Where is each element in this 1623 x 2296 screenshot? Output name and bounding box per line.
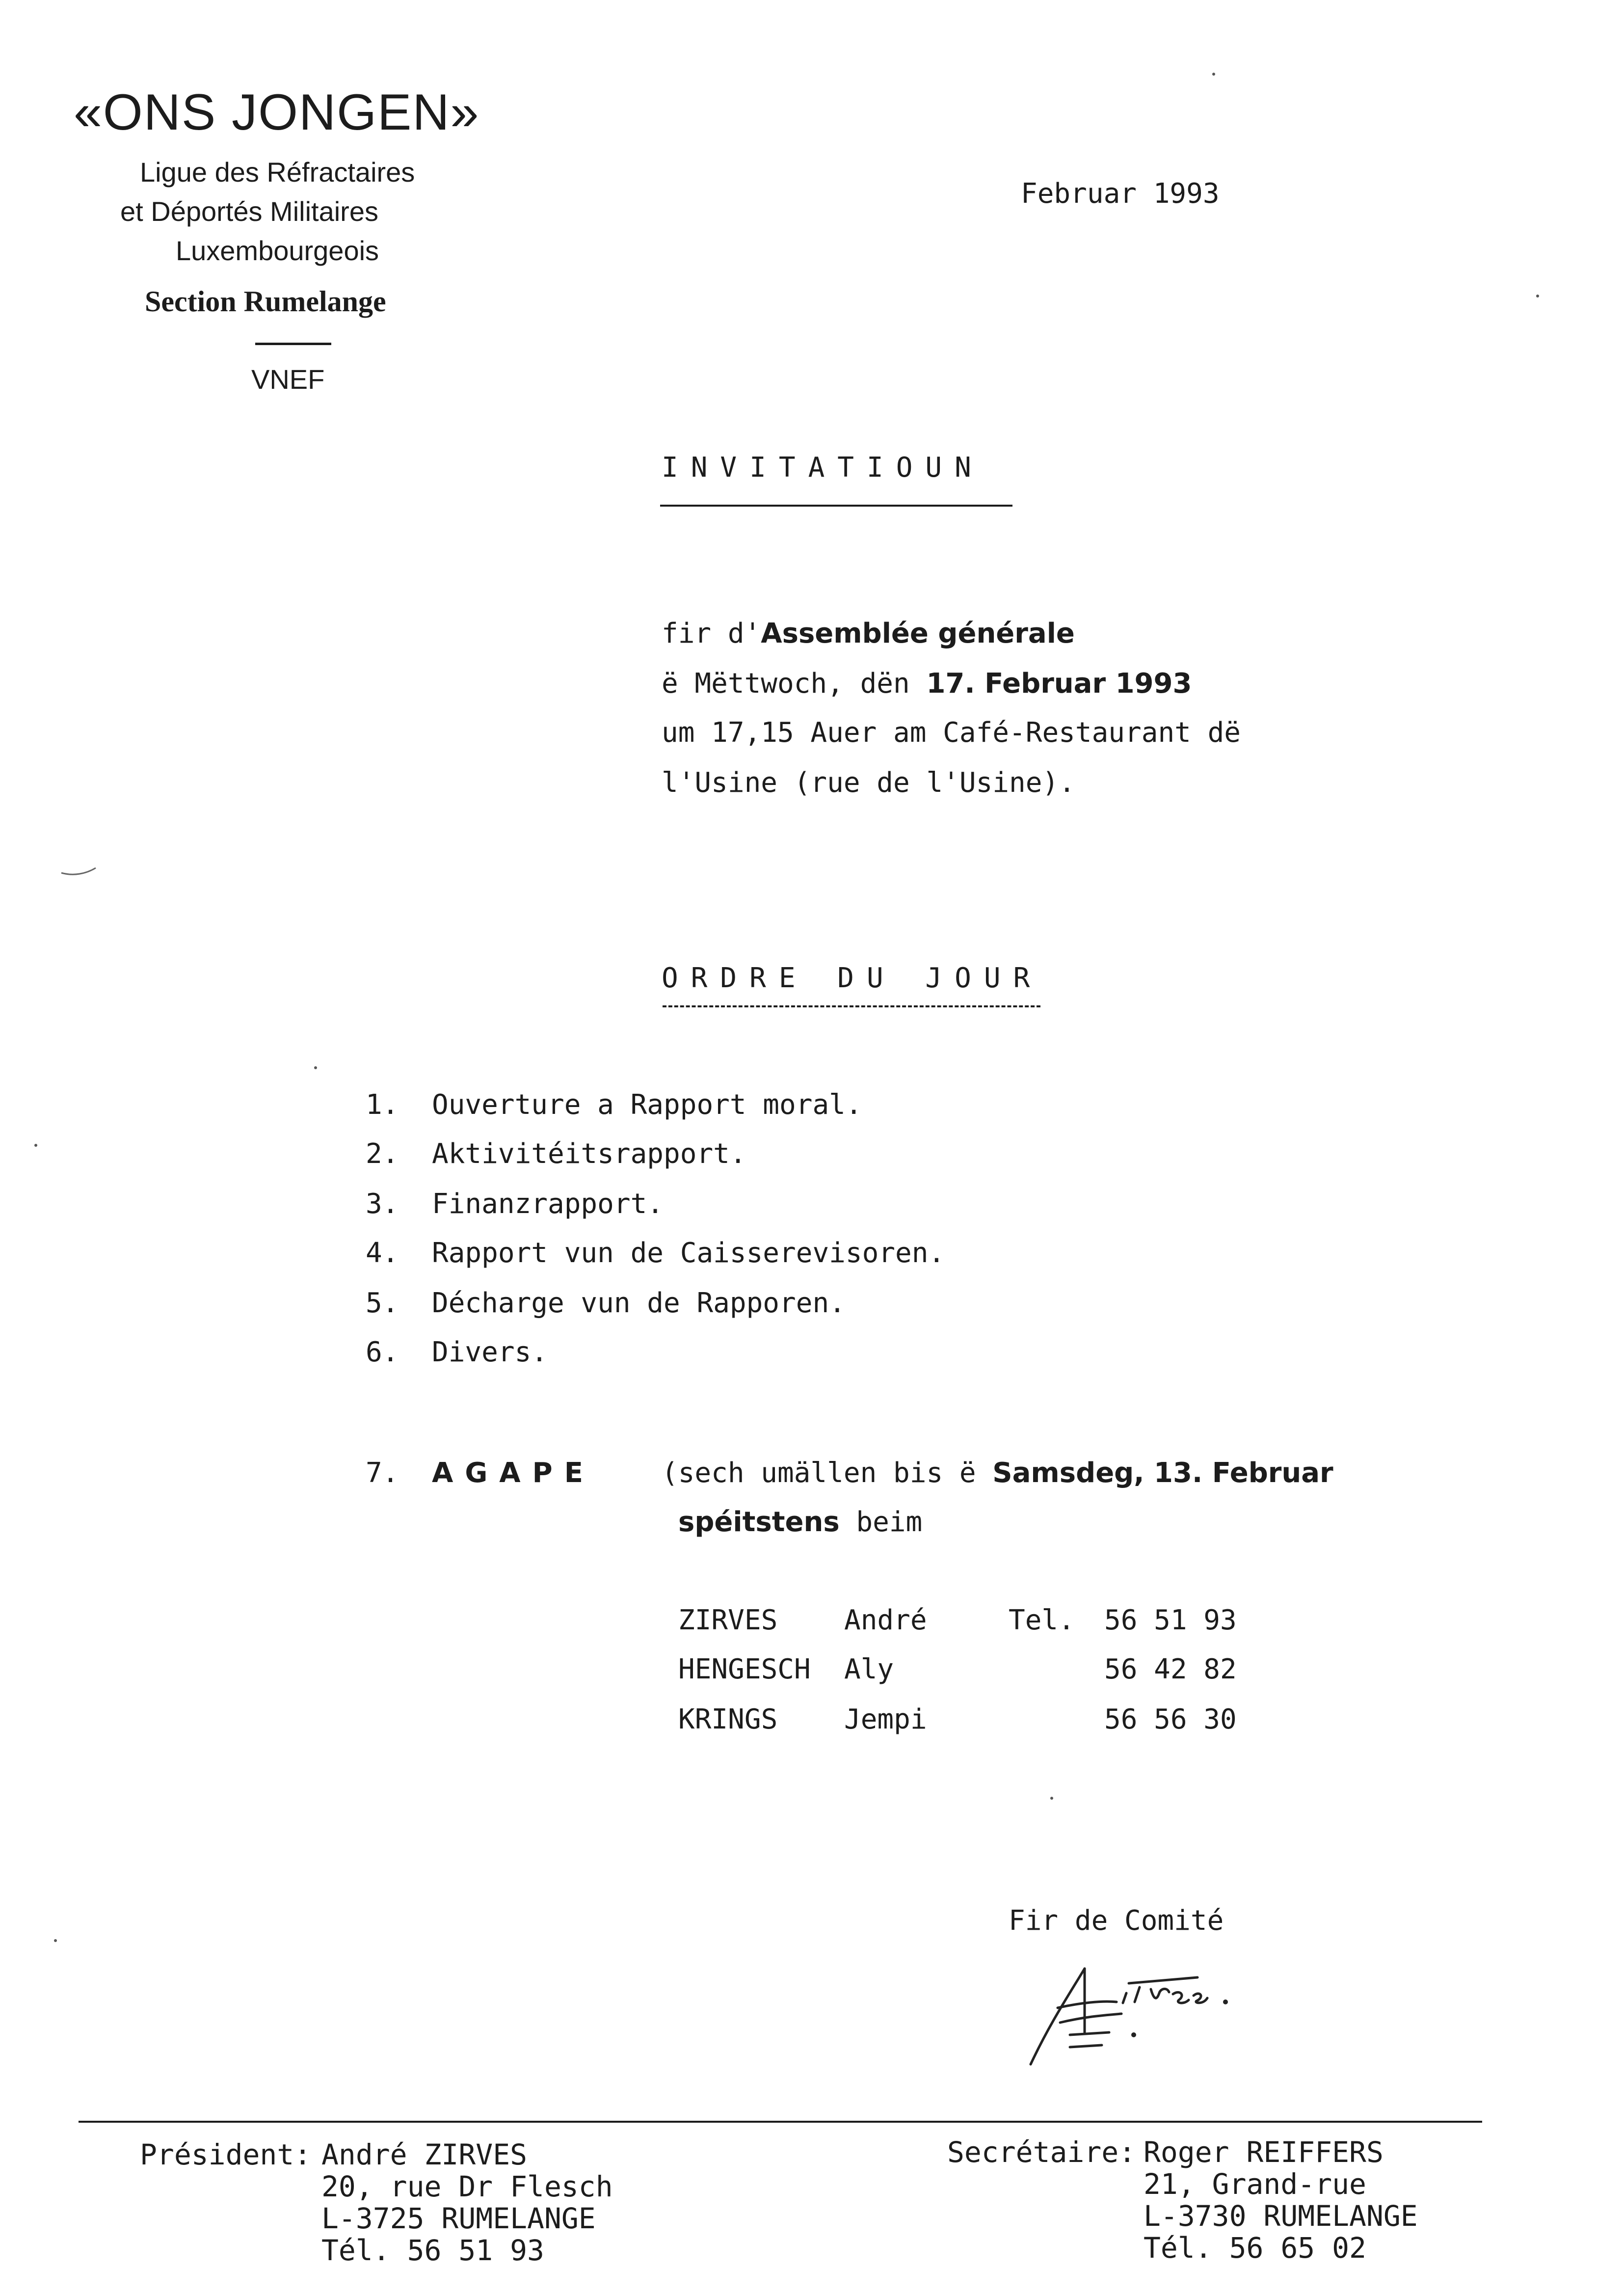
president-label: Président: — [140, 2138, 312, 2171]
contact-first-name: Aly — [844, 1653, 894, 1685]
contact-phone: 56 51 93 — [1104, 1604, 1237, 1636]
invitation-line-1 — [662, 618, 1075, 649]
contact-surname: HENGESCH — [678, 1653, 811, 1685]
invitation-line-2 — [662, 668, 1192, 700]
invitation-line-1-prefix: fir d' — [662, 618, 761, 649]
contact-tel-label: Tel. — [1009, 1604, 1075, 1636]
secretary-label: Secrétaire: — [947, 2135, 1136, 2169]
org-name: «ONS JONGEN» — [74, 84, 480, 141]
agenda-item-number: 2. — [366, 1138, 399, 1170]
agenda-title: ORDRE DU JOUR — [662, 962, 1043, 994]
contact-phone: 56 56 30 — [1104, 1703, 1237, 1735]
closing-line: Fir de Comité — [1009, 1905, 1224, 1937]
agenda-item-label: Divers. — [432, 1336, 548, 1368]
org-section: Section Rumelange — [145, 285, 386, 318]
contact-phone: 56 42 82 — [1104, 1653, 1237, 1685]
invitation-event-name: Assemblée générale — [761, 618, 1075, 649]
agenda-item-number: 4. — [366, 1237, 399, 1269]
org-abbreviation: VNEF — [251, 364, 325, 395]
agenda-item-number: 3. — [366, 1188, 399, 1220]
org-line-1: Ligue des Réfractaires — [140, 157, 415, 188]
org-line-3: Luxembourgeois — [176, 235, 379, 266]
agenda-item-label: Décharge vun de Rapporen. — [432, 1287, 846, 1319]
secretary-name: Roger REIFFERS — [1144, 2135, 1384, 2169]
invitation-title: INVITATIOUN — [662, 452, 984, 484]
agenda-item-label: Aktivitéitsrapport. — [432, 1138, 746, 1170]
invitation-line-3: um 17,15 Auer am Café-Restaurant dë — [662, 717, 1241, 749]
contact-surname: ZIRVES — [678, 1604, 778, 1636]
agape-latest: spéitstens — [678, 1506, 840, 1538]
scan-speck — [1212, 73, 1215, 76]
contact-surname: KRINGS — [678, 1703, 778, 1735]
agape-note-line-1 — [662, 1457, 1333, 1489]
contact-first-name: Jempi — [844, 1703, 927, 1735]
org-divider — [255, 343, 331, 345]
scan-speck — [314, 1066, 317, 1069]
agape-note-suffix: beim — [839, 1506, 923, 1538]
agape-label: AGAPE — [432, 1457, 595, 1489]
invitation-line-2-prefix: ë Mëttwoch, dën — [662, 668, 927, 700]
letter-date: Februar 1993 — [1021, 178, 1220, 210]
scan-speck — [1536, 295, 1539, 297]
agenda-item-number: 5. — [366, 1287, 399, 1319]
org-line-2: et Déportés Militaires — [120, 196, 378, 227]
president-street: 20, rue Dr Flesch — [321, 2170, 613, 2203]
scan-speck — [1050, 1797, 1053, 1800]
invitation-line-4: l'Usine (rue de l'Usine). — [662, 767, 1075, 799]
agenda-item-label: Ouverture a Rapport moral. — [432, 1089, 862, 1121]
agape-deadline: Samsdeg, 13. Februar — [992, 1457, 1333, 1489]
agape-note-prefix: (sech umällen bis ë — [662, 1457, 993, 1489]
invitation-title-underline — [660, 505, 1012, 507]
scan-speck — [54, 1939, 57, 1942]
signature-icon — [1011, 1949, 1266, 2077]
secretary-city: L-3730 RUMELANGE — [1144, 2199, 1418, 2233]
agenda-item-label: Finanzrapport. — [432, 1188, 664, 1220]
agenda-item-label: Rapport vun de Caisserevisoren. — [432, 1237, 945, 1269]
agenda-title-underline — [663, 1005, 1040, 1007]
agape-number: 7. — [366, 1457, 399, 1489]
secretary-phone: Tél. 56 65 02 — [1144, 2231, 1366, 2265]
invitation-event-date: 17. Februar 1993 — [926, 668, 1192, 700]
agenda-item-number: 6. — [366, 1336, 399, 1368]
contact-first-name: André — [844, 1604, 927, 1636]
agape-note-line-2 — [678, 1506, 922, 1538]
footer-divider — [79, 2121, 1482, 2123]
agenda-item-number: 1. — [366, 1089, 399, 1121]
president-name: André ZIRVES — [321, 2138, 528, 2171]
president-city: L-3725 RUMELANGE — [321, 2202, 596, 2235]
scan-mark — [59, 864, 98, 879]
secretary-street: 21, Grand-rue — [1144, 2167, 1366, 2201]
president-phone: Tél. 56 51 93 — [321, 2234, 544, 2267]
scan-speck — [34, 1144, 37, 1147]
